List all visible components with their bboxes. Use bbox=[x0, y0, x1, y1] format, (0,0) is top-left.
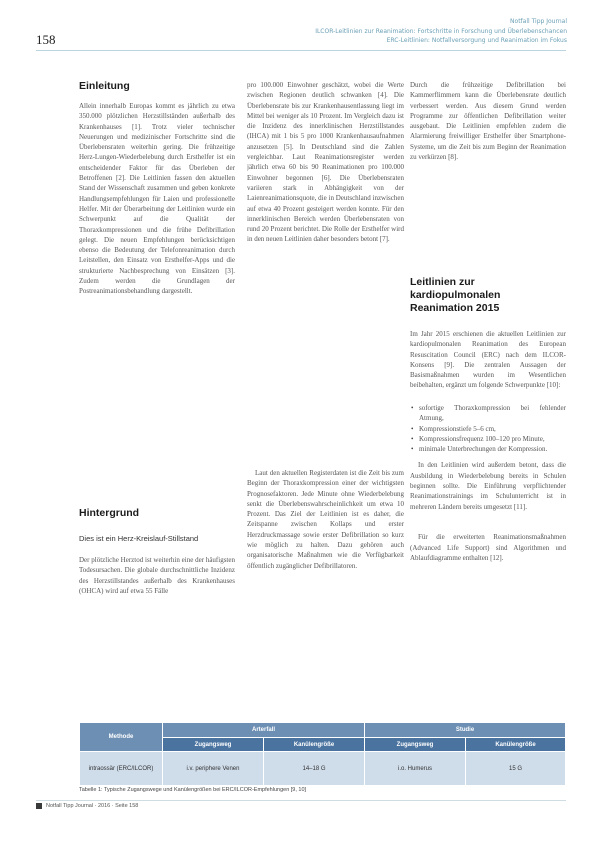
table-subheader: Kanülengröße bbox=[264, 738, 365, 752]
paragraph-col3-4: Für die erweiterten Reanimationsmaßnahmen (Advanced Life Support) sind Algorithmen und Ablaufdiagramme enthalten [12]. bbox=[410, 533, 566, 563]
list-item: • Kompressionstiefe 5–6 cm, bbox=[419, 424, 566, 434]
table-cell: i.v. periphere Venen bbox=[163, 752, 264, 786]
list-item: • Kompressionsfrequenz 100–120 pro Minute, bbox=[419, 434, 566, 444]
table-group-left: Arterfall bbox=[163, 723, 365, 738]
running-subtitle-line1: ILCOR-Leitlinien zur Reanimation: Fortschritte in Forschung und Überlebenschancen bbox=[315, 28, 567, 35]
paragraph-col3-1: Durch die frühzeitige Defibrillation bei Kammerflimmern kann die Überlebensrate deutlich verbessert werden. Aus diesem Grund werden Programme zur öffentlichen Defibrillation weiter ausgebaut. Die Leitlinien empfehlen zudem die Alarmierung freiwilliger Ersthelfer über Smartphone-Systeme, um die Zeit bis zum Beginn der Reanimation zu verkürzen [8]. bbox=[410, 81, 566, 162]
paragraph-col2-2: Laut den aktuellen Registerdaten ist die Zeit bis zum Beginn der Thoraxkompression einer der wichtigsten Prognosefaktoren. Jede Minute ohne Wiederbelebung senkt die Überlebenswahrscheinlichkeit um etwa 10 Prozent. Das Ziel der Leitlinien ist es daher, die Zeitspanne zwischen Kollaps und erster Herzdruckmassage sowie erster Defibrillation so kurz wie möglich zu halten. Dazu gehören auch organisatorische Maßnahmen wie die Verfügbarkeit öffentlich zugänglicher Defibrillatoren. bbox=[247, 469, 404, 570]
paragraph-col3-2: Im Jahr 2015 erschienen die aktuellen Leitlinien zur kardiopulmonalen Reanimation des European Resuscitation Council (ERC) nach dem ILCOR-Konsens [9]. Die zentralen Aussagen der Basismaßnahmen wurden im Wesentlichen beibehalten, ergänzt um folgende Schwerpunkte [10]: bbox=[410, 330, 566, 390]
subheading-herzstillstand: Dies ist ein Herz-Kreislauf-Stillstand bbox=[79, 534, 199, 543]
list-item: • minimale Unterbrechungen der Kompression. bbox=[419, 444, 566, 454]
table-cell: 14–18 G bbox=[264, 752, 365, 786]
column-2 bbox=[247, 80, 404, 668]
heading-hintergrund: Hintergrund bbox=[79, 507, 140, 519]
table-cell: i.o. Humerus bbox=[365, 752, 466, 786]
table-subheader: Zugangsweg bbox=[163, 738, 264, 752]
table-group-right: Studie bbox=[365, 723, 566, 738]
footer-marker-icon bbox=[36, 803, 42, 809]
paragraph-hintergrund: Der plötzliche Herztod ist weiterhin eine der häufigsten Todesursachen. Die globale durchschnittliche Inzidenz des Herzstillstandes außerhalb des Krankenhauses (OHCA) wird auf etwa 55 Fälle bbox=[79, 556, 235, 595]
paragraph-col2-1: pro 100.000 Einwohner geschätzt, wobei die Werte zwischen Regionen deutlich schwanken [4]. Die Überlebensrate bis zur Krankenhausentlassung liegt im Mittel bei weniger als 10 Prozent. Im Vergleich dazu ist die Inzidenz des innerklinischen Herzstillstandes (IHCA) mit 1 bis 5 pro 1000 Krankenhausaufnahmen anzusetzen [5]. In Deutschland sind die Zahlen vergleichbar. Laut Reanimationsregister werden jährlich etwa 60 bis 90 Reanimationen pro 100.000 Einwohner begonnen [6]. Die Überlebensraten variieren stark in Abhängigkeit von der Laienreanimationsquote, die in Deutschland inzwischen auf etwa 40 Prozent gesteigert werden konnte. Für den innerklinischen Bereich werden Überlebensraten von rund 20 Prozent berichtet. Die Rolle der Ersthelfer wird in den neuen Leitlinien daher besonders betont [7]. bbox=[247, 81, 404, 244]
heading-leitlinien: Leitlinien zur kardiopulmonalen Reanimation 2015 bbox=[410, 276, 501, 314]
footer-rule bbox=[36, 800, 566, 801]
paragraph-einleitung: Allein innerhalb Europas kommt es jährlich zu etwa 350.000 plötzlichen Herzstillständen außerhalb des Krankenhauses [1]. Trotz vieler technischer Neuerungen und medizinischer Fortschritte sind die Überlebensraten weiterhin gering. Die frühzeitige Herz-Lungen-Wiederbelebung durch Ersthelfer ist ein entscheidender Faktor für das Überleben der Betroffenen [2]. Die Leitlinien fassen den aktuellen Stand der Wissenschaft zusammen und geben konkrete Handlungsempfehlungen für Laien und professionelle Helfer. Mit der Überarbeitung der Leitlinien wurde ein Schwerpunkt auf die Qualität der Thoraxkompressionen und die frühe Defibrillation gelegt. Die neuen Empfehlungen berücksichtigen ebenso die Bedeutung der Telefonreanimation durch Leitstellen, den Einsatz von Ersthelfer-Apps und die strukturierte Nachbesprechung von Einsätzen [3]. Zudem werden die Grundlagen der Postreanimationsbehandlung dargestellt. bbox=[79, 102, 235, 296]
table-row bbox=[80, 752, 566, 786]
list-item: • sofortige Thoraxkompression bei fehlender Atmung, bbox=[419, 403, 566, 424]
table-cell: 15 G bbox=[466, 752, 566, 786]
table-caption: Tabelle 1: Typische Zugangswege und Kanülengrößen bei ERC/ILCOR-Empfehlungen [9, 10] bbox=[79, 787, 307, 793]
header-rule bbox=[36, 50, 566, 51]
page-number: 158 bbox=[36, 32, 56, 47]
paragraph-col3-3: In den Leitlinien wird außerdem betont, dass die Ausbildung in Wiederbelebung bereits in Schulen beginnen sollte. Die Einführung verpflichtender Reanimationstrainings im Schulunterricht ist in mehreren Ländern bereits umgesetzt [11]. bbox=[410, 461, 566, 511]
table-subheader: Zugangsweg bbox=[365, 738, 466, 752]
running-subtitle-line2: ERC-Leitlinien: Notfallversorgung und Reanimation im Fokus bbox=[386, 37, 567, 44]
footer-text: Notfall Tipp Journal · 2016 · Seite 158 bbox=[46, 803, 139, 809]
heading-einleitung: Einleitung bbox=[79, 80, 130, 92]
table-subheader: Kanülengröße bbox=[466, 738, 566, 752]
running-title: Notfall Tipp Journal bbox=[510, 18, 567, 25]
table-header-method: Methode bbox=[80, 723, 163, 752]
bullet-list bbox=[410, 403, 566, 454]
column-3 bbox=[410, 80, 566, 574]
column-1 bbox=[79, 80, 235, 619]
data-table bbox=[79, 722, 566, 786]
table-cell: intraossär (ERC/ILCOR) bbox=[80, 752, 163, 786]
